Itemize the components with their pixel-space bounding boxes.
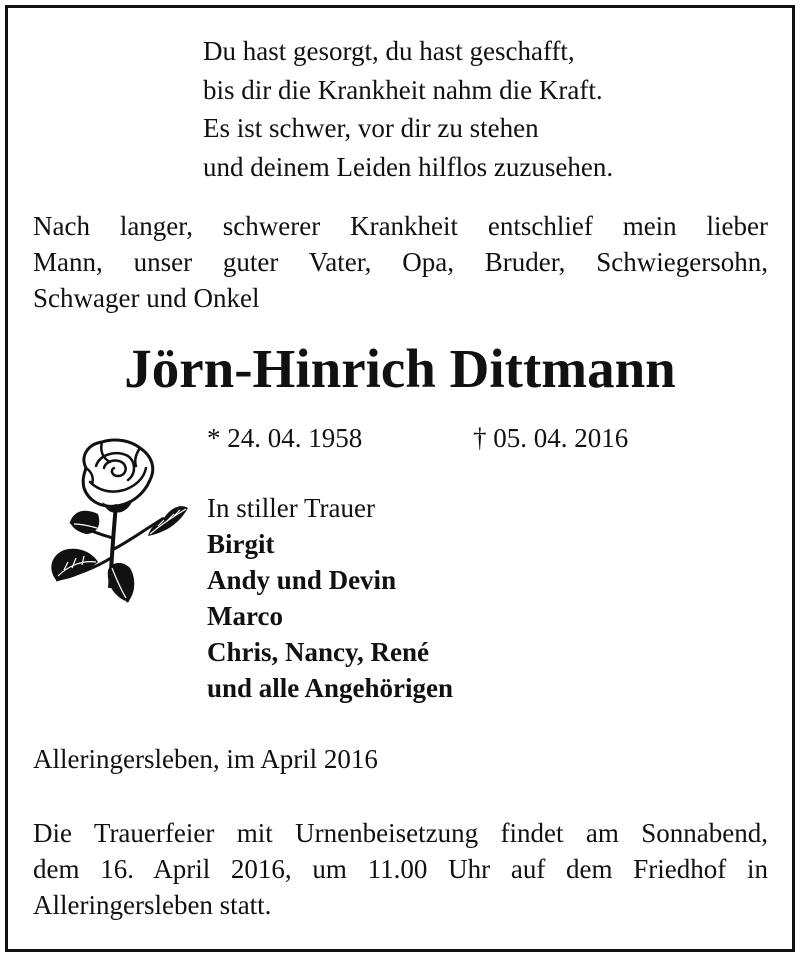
mourning-phrase: In stiller Trauer bbox=[207, 493, 375, 523]
poem-line: und deinem Leiden hilflos zuzusehen. bbox=[203, 151, 614, 182]
death-date: † 05. 04. 2016 bbox=[473, 423, 629, 453]
poem-line: Es ist schwer, vor dir zu stehen bbox=[203, 113, 539, 143]
mourner-name: Birgit bbox=[207, 529, 275, 559]
poem-line: Du hast gesorgt, du hast geschafft, bbox=[203, 36, 575, 66]
service-info bbox=[33, 815, 768, 923]
mourner-name: Chris, Nancy, René bbox=[207, 637, 429, 667]
announcement-line: Nach langer, schwerer Krankheit entschlief mein lieber bbox=[33, 211, 768, 241]
announcement-line: Mann, unser guter Vater, Opa, Bruder, Schwiegersohn, bbox=[33, 247, 768, 277]
rose-icon bbox=[40, 438, 190, 608]
announcement-line: Schwager und Onkel bbox=[33, 283, 260, 313]
mourner-name: und alle Angehörigen bbox=[207, 673, 454, 703]
service-line: Die Trauerfeier mit Urnenbeisetzung findet am Sonnabend, bbox=[33, 818, 768, 848]
birth-date: * 24. 04. 1958 bbox=[207, 423, 363, 453]
poem-line: bis dir die Krankheit nahm die Kraft. bbox=[203, 74, 603, 105]
deceased-name: Jörn-Hinrich Dittmann bbox=[124, 338, 676, 399]
service-line: Alleringersleben statt. bbox=[33, 890, 272, 920]
place-and-date: Alleringersleben, im April 2016 bbox=[33, 744, 378, 774]
service-line: dem 16. April 2016, um 11.00 Uhr auf dem Friedhof in bbox=[33, 854, 768, 884]
mourners-block bbox=[207, 490, 453, 706]
poem bbox=[203, 32, 613, 186]
announcement-text bbox=[33, 208, 768, 316]
mourner-name: Andy und Devin bbox=[207, 565, 397, 595]
mourner-name: Marco bbox=[207, 601, 283, 631]
